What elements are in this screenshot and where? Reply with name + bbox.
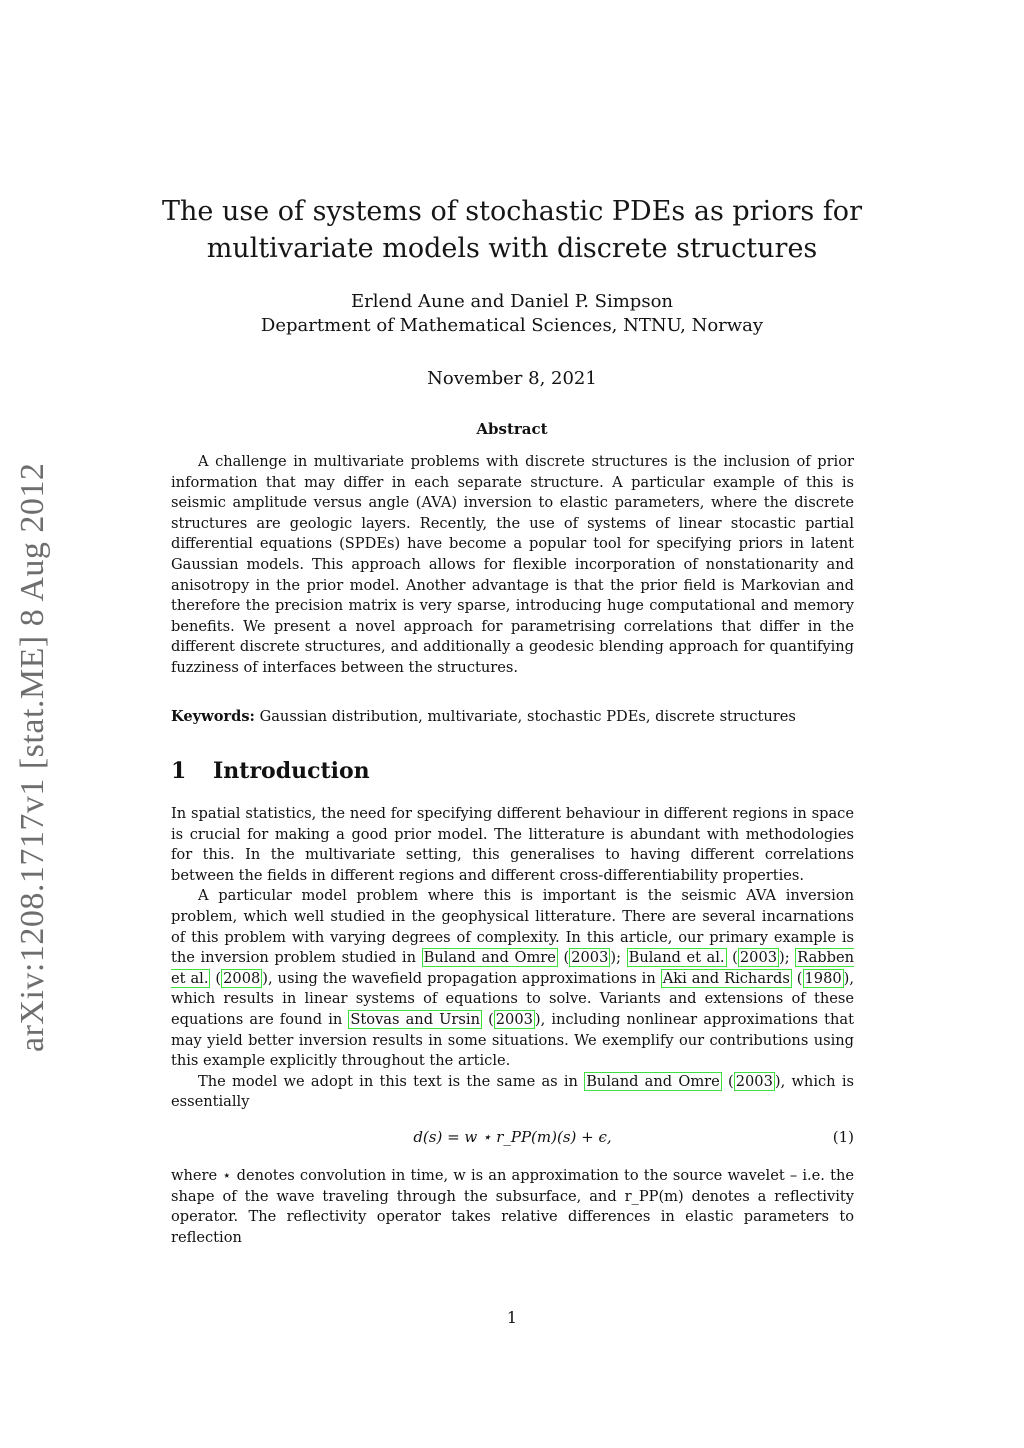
intro-body	[171, 804, 854, 1113]
paragraph-1: In spatial statistics, the need for specifying different behaviour in different regions in space is crucial for making a good prior model. The litterature is abundant with methodologies for this. In the multivariate setting, this generalises to having different correlations between the fields in different regions and different cross-differentiability properties.	[171, 805, 854, 884]
keywords-text: Gaussian distribution, multivariate, stochastic PDEs, discrete structures	[259, 708, 796, 725]
authors: Erlend Aune and Daniel P. Simpson	[350, 291, 673, 312]
paper-title: The use of systems of stochastic PDEs as priors for multivariate models with discrete structures	[162, 196, 862, 264]
citation-year-link[interactable]: 2003	[495, 1010, 533, 1028]
date: November 8, 2021	[427, 368, 597, 389]
citation-link[interactable]: Buland and Omre	[423, 949, 556, 967]
arxiv-identifier: arXiv:1208.1717v1 [stat.ME] 8 Aug 2012	[14, 462, 51, 1052]
paragraph-2: A particular model problem where this is important is the seismic AVA inversion problem, which well studied in the geophysical litterature. There are several incarnations of this problem with varying degrees of complexity. In this article, our primary example is the inversion problem studied in Buland and Omre ( 2003 ); Buland et al. ( 2003 ); Rabben et al. ( 2008 ), using the wavefield propagation approximations in Aki and Richards ( 1980 ), which results in linear systems of equations to solve. Variants and extensions of these equations are found in Stovas and Ursin ( 2003 ), including nonlinear approximations that may yield better inversion results in some situations. We exemplify our contributions using this example explicitly throughout the article.	[171, 887, 855, 1070]
equation-formula: d(s) = w ⋆ r_PP(m)(s) + ϵ,	[413, 1128, 612, 1146]
text-span: The model we adopt in this text is the same as in	[198, 1072, 585, 1090]
keywords-label: Keywords:	[171, 708, 255, 725]
abstract-text: A challenge in multivariate problems with discrete structures is the inclusion of prior information that may differ in each separate structure. A particular example of this is seismic amplitude versus angle (AVA) inversion to elastic parameters, where the discrete structures are geologic layers. Recently, the use of systems of linear stocastic partial differential equations (SPDEs) have become a popular tool for specifying priors in latent Gaussian models. This approach allows for flexible incorporation of nonstationarity and anisotropy in the prior model. Another advantage is that the prior field is Markovian and therefore the precision matrix is very sparse, introducing huge computational and memory benefits. We present a novel approach for parametrising correlations that differ in the different discrete structures, and additionally a geodesic blending approach for quantifying fuzziness of interfaces between the structures.	[171, 453, 854, 676]
text-span: , which is essentially	[171, 1072, 854, 1111]
affiliation: Department of Mathematical Sciences, NTNU, Norway	[260, 315, 764, 336]
equation-1	[171, 1128, 854, 1146]
abstract-heading: Abstract	[476, 420, 548, 438]
text-span: A particular model problem where this is important is the seismic AVA inversion problem, which well studied in the geophysical litterature. There are several incarnations of this problem with varying degrees of complexity. In this article, our primary example is the inversion problem studied in	[171, 887, 854, 967]
citation-year-link[interactable]: 2003	[571, 949, 609, 967]
text-span: , using the wavefield propagation approximations in	[267, 969, 661, 987]
section-number: 1	[171, 758, 187, 784]
citation-year-link[interactable]: 2003	[739, 949, 778, 967]
citation-link[interactable]: Buland et al.	[628, 949, 725, 967]
equation-number: (1)	[832, 1128, 854, 1146]
author-block	[100, 290, 924, 338]
abstract	[171, 452, 854, 679]
text-span: , including nonlinear approximations that may yield better inversion results in some situations. We exemplify our contributions using this example explicitly throughout the article.	[171, 1010, 854, 1070]
paragraph-4: where ⋆ denotes convolution in time, w is an approximation to the source wavelet – i.e. the shape of the wave traveling through the subsurface, and r_PP(m) denotes a reflectivity operator. The reflectivity operator takes relative differences in elastic parameters to reflection	[171, 1167, 854, 1246]
citation-link[interactable]: Aki and Richards	[662, 969, 790, 987]
paragraph-3: The model we adopt in this text is the same as in Buland and Omre ( 2003 ), which is essentially	[171, 1072, 854, 1111]
citation-link[interactable]: Stovas and Ursin	[350, 1010, 480, 1028]
keywords	[171, 708, 796, 725]
post-equation-text	[171, 1166, 854, 1248]
citation-year-link[interactable]: 2008	[223, 969, 261, 987]
citation-link[interactable]: Buland and Omre	[586, 1072, 720, 1090]
section-title: Introduction	[213, 758, 370, 784]
text-span: , which results in linear systems of equations to solve. Variants and extensions of these equations are found in	[171, 969, 854, 1028]
citation-year-link[interactable]: 1980	[804, 969, 842, 987]
citation-link[interactable]: Rabben et al.	[171, 949, 855, 987]
section-heading	[171, 758, 370, 784]
page-number: 1	[506, 1308, 518, 1327]
citation-year-link[interactable]: 2003	[735, 1072, 773, 1090]
